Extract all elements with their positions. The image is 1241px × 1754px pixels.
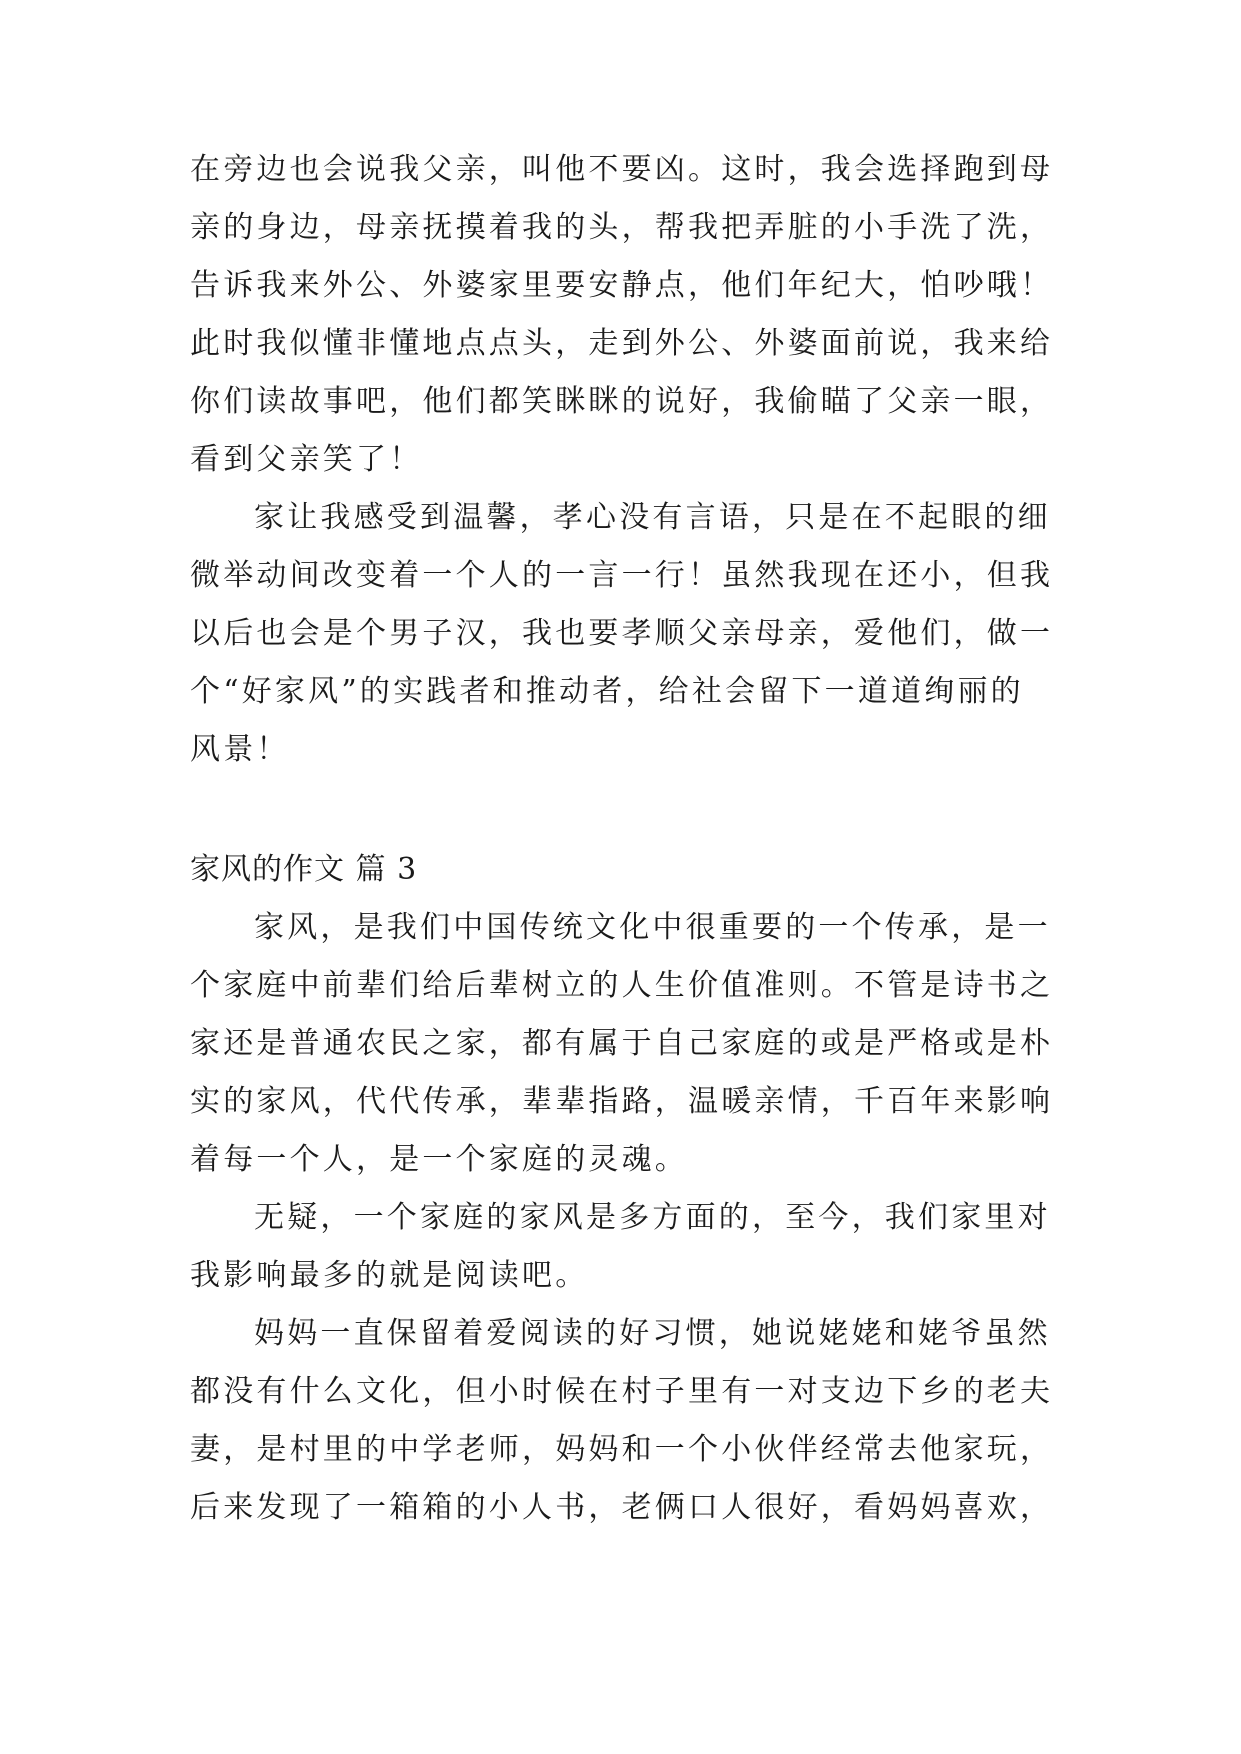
text-line: 都没有什么文化，但小时候在村子里有一对支边下乡的老夫 bbox=[190, 1374, 1054, 1409]
text-line: 风景！ bbox=[190, 732, 290, 767]
text-line: 亲的身边，母亲抚摸着我的头，帮我把弄脏的小手洗了洗， bbox=[190, 210, 1054, 245]
text-line: 以后也会是个男子汉，我也要孝顺父亲母亲，爱他们，做一 bbox=[190, 616, 1054, 651]
text-line: 告诉我来外公、外婆家里要安静点，他们年纪大，怕吵哦！ bbox=[190, 268, 1054, 303]
text-line: 个“好家风”的实践者和推动者，给社会留下一道道绚丽的 bbox=[190, 674, 1024, 709]
text-line: 实的家风，代代传承，辈辈指路，温暖亲情，千百年来影响 bbox=[190, 1084, 1054, 1119]
text-line: 家让我感受到温馨，孝心没有言语，只是在不起眼的细 bbox=[254, 500, 1051, 535]
text-line: 着每一个人，是一个家庭的灵魂。 bbox=[190, 1142, 688, 1177]
text-line: 妻，是村里的中学老师，妈妈和一个小伙伴经常去他家玩， bbox=[190, 1432, 1054, 1467]
text-line: 我影响最多的就是阅读吧。 bbox=[190, 1258, 589, 1293]
text-line: 在旁边也会说我父亲，叫他不要凶。这时，我会选择跑到母 bbox=[190, 152, 1054, 187]
text-line: 微举动间改变着一个人的一言一行！虽然我现在还小，但我 bbox=[190, 558, 1054, 593]
text-line: 妈妈一直保留着爱阅读的好习惯，她说姥姥和姥爷虽然 bbox=[254, 1316, 1051, 1351]
text-line: 家风，是我们中国传统文化中很重要的一个传承，是一 bbox=[254, 910, 1051, 945]
text-line: 后来发现了一箱箱的小人书，老俩口人很好，看妈妈喜欢， bbox=[190, 1490, 1054, 1525]
text-line: 你们读故事吧，他们都笑眯眯的说好，我偷瞄了父亲一眼， bbox=[190, 384, 1054, 419]
text-line: 无疑，一个家庭的家风是多方面的，至今，我们家里对 bbox=[254, 1200, 1051, 1235]
text-line: 此时我似懂非懂地点点头，走到外公、外婆面前说，我来给 bbox=[190, 326, 1054, 361]
text-line: 家还是普通农民之家，都有属于自己家庭的或是严格或是朴 bbox=[190, 1026, 1054, 1061]
text-line: 个家庭中前辈们给后辈树立的人生价值准则。不管是诗书之 bbox=[190, 968, 1054, 1003]
text-line: 看到父亲笑了！ bbox=[190, 442, 423, 477]
section-heading: 家风的作文 篇 3 bbox=[190, 852, 418, 887]
